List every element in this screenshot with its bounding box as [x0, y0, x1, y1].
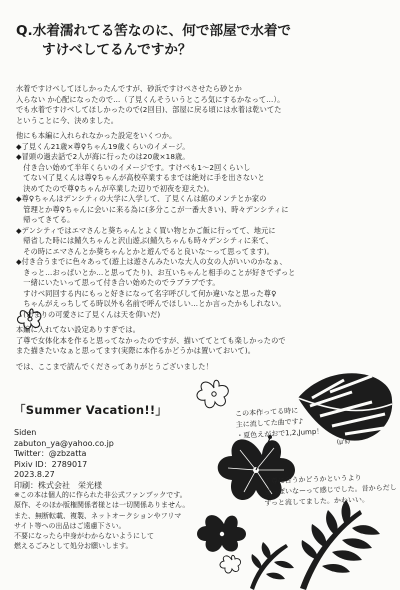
body-line: 帰省した時には鯖久ちゃんと沢山遊ぶ(鯖久ちゃんも時々デンシティに来て、	[16, 236, 273, 245]
note-line: また、無断転載、複製、ネットオークションやフリマ	[14, 511, 182, 520]
note-line: 不要になったら中身がわからないようにして	[14, 532, 154, 541]
body-line: 管理とか尊♀ちゃんに会いに来る為に(多分ここが一番大きい)、時々デンシティに	[16, 204, 289, 214]
handwritten-music-note	[235, 403, 350, 453]
palm-frond-icon	[250, 542, 294, 590]
printer-info: 印刷：株式会社 栄光様	[14, 480, 102, 490]
body-line: ◆冒頭の過去話で2人が海に行ったのは20歳×18歳。	[16, 152, 190, 161]
body-line: 付き合い始めて半年くらいのイメージです。すけべも1〜2回くらいし	[16, 162, 251, 172]
body-line: ◆デンシティではエマさんと葵ちゃんとよく買い物とかご飯に行ってて、地元に	[16, 225, 276, 235]
body-line: 決めてたので尊♀ちゃんが卒業した辺りで初夜を迎えた)。	[16, 183, 214, 193]
circle-name: Siden	[14, 428, 37, 437]
note-line: サイト等への出品はご遠慮下さい。	[14, 521, 126, 530]
body-line: では、ここまで読んでくださってありがとうございました！	[16, 361, 213, 371]
handwritten-line: ずっと流してました。かわいい。	[264, 495, 370, 508]
body-line: 他にも本編に入れられなかった設定をいくつか。	[16, 131, 177, 140]
hibiscus-outline-icon	[197, 380, 228, 408]
handwritten-comment	[263, 472, 397, 510]
body-line: すけべ同回する内にもっと好きになって名字呼びして何か違いなと思った尊♀	[16, 288, 277, 298]
handwritten-line: (μ's)	[336, 438, 351, 446]
body-line: ◆尊♀ちゃんはデンシティの大学に入学して、了見くんは館のメンテとか家の	[16, 194, 267, 203]
body-line: 帰ってきてる。	[16, 215, 75, 224]
note-line: 原作、そのほか版権関係者様とは一切関係ありません。	[14, 501, 190, 510]
note-line: 燃えるごみとして処分お願いします。	[14, 542, 133, 551]
handwritten-line: 夏っぽいなーって感じでした。昔からだし	[263, 483, 397, 497]
body-line: ちゃんがえっちしてる時以外も名前で呼んでほしい…とか言ったかもしれない。	[16, 299, 286, 308]
question-line-1: Q.水着濡れてる筈なのに、何で部屋で水着で	[16, 23, 291, 39]
twitter-handle: Twitter：@zbzatta	[14, 449, 87, 459]
question-line-2: すけべしてるんですか？	[42, 42, 192, 58]
body-line: ◆付き合うまでに色々あって(遊上は遊さんみたいな大人の女の人がいいのかなぁ、	[16, 257, 287, 266]
body-line: 入らない か心配になったので…（了見くんそういうところ気にするかなって…）。	[16, 94, 285, 104]
body-line: 水着ですけべしてほしかったんですが、砂浜ですけべさせたら砂とか	[16, 84, 242, 93]
body-line: ◆了見くん21歳×尊♀ちゃん19歳くらいのイメージ。	[16, 141, 190, 151]
book-title: 「Summer Vacation!!」	[14, 403, 168, 417]
handwritten-line: 了尊に合うかどうかというより	[263, 473, 362, 486]
palm-frond-icon	[300, 500, 380, 590]
body-line: 本編に入れてない設定ありすぎでは。	[16, 325, 140, 334]
note-line: ※この本は個人的に作られた非公式ファンブックです。	[14, 491, 187, 499]
body-line: (あまりの可愛さに了見くんは天を仰いだ)	[16, 309, 161, 319]
pixiv-id: Pixiv ID：2789017	[14, 459, 88, 469]
publish-date: 2023.8.27	[14, 470, 55, 480]
body-line: 一緒にいたいって思って付き合い始めたのでラブラブです。	[16, 278, 220, 287]
body-line: また描きたいなぁと思ってます(実際に本作るかどうかは置いておいて)。	[16, 346, 256, 355]
body-line: でも水着ですけべしてほしかったので(2回目)、部屋に戻る頃には水着は乾いてた	[16, 105, 282, 114]
hibiscus-flower-icon	[197, 515, 246, 552]
contact-email: zabuton_ya@yahoo.co.jp	[14, 438, 114, 448]
handwritten-line: この本作ってる時に	[234, 406, 299, 418]
body-line: ということに今、決めました。	[16, 115, 119, 125]
handwritten-line: 主に流してた曲です♪	[235, 417, 304, 429]
handwritten-line: ・夏色えがおで1,2,Jump！	[236, 427, 324, 440]
body-line: きっと…おっぱいとか…と思ってたり)、お互いちゃんと相手のことが好きでずっと	[16, 267, 296, 277]
body-line: その時にエマさんとか葵ちゃんとかと遊んでると良いな〜って思ってます)。	[16, 246, 274, 256]
body-line: てない(了見くんは尊♀ちゃんが高校卒業するまでは絶対に手を出さないと	[16, 173, 265, 182]
body-line: 了尊で女体化本を作ると思ってなかったのですが、描いててとても楽しかったので	[16, 335, 286, 345]
hibiscus-outline-icon	[220, 555, 241, 573]
